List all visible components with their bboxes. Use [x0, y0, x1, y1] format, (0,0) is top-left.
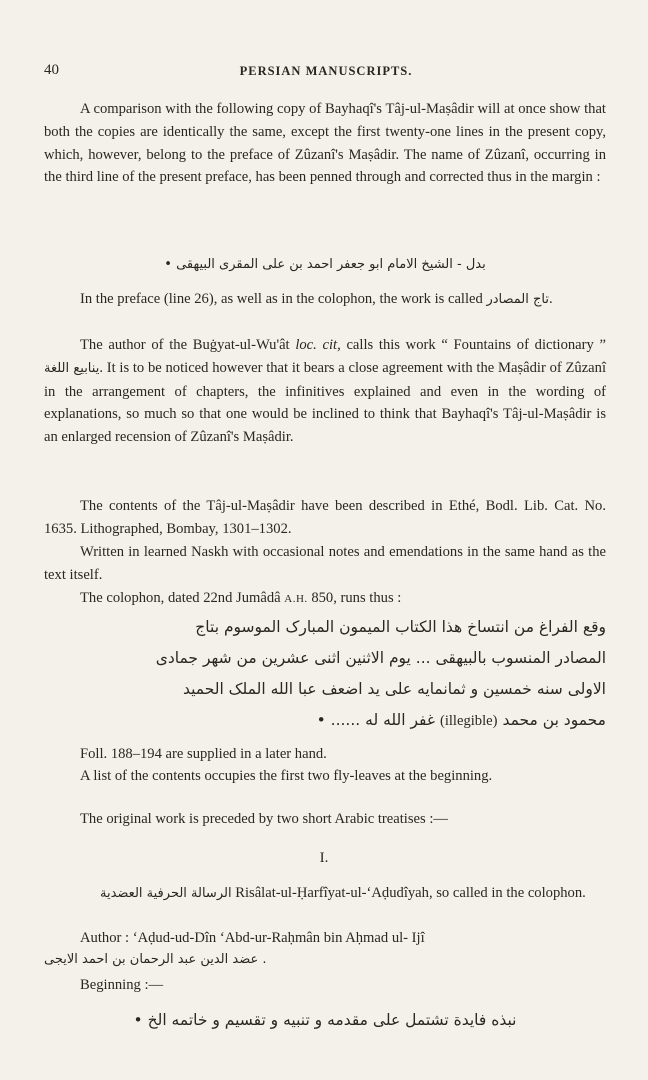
- preface-arabic-title: تاج المصادر: [486, 292, 549, 307]
- risalat-arabic-title: الرسالة الحرفية العضدية: [100, 886, 232, 901]
- colophon-intro-after: 850, runs thus :: [311, 590, 402, 606]
- bugyat-arabic: ينابيع اللغة: [44, 360, 100, 376]
- running-head: [44, 62, 608, 82]
- colophon-line-1: وقع الفراغ من انتساخ هذا الکتاب المیمون المبارک الموسوم بتاج: [195, 618, 606, 636]
- author-arabic-text: عضد الدین عبد الرحمان بن احمد الایجی: [44, 952, 259, 967]
- margin-correction: بدل - الشیخ الامام ابو جعفر احمد بن علی المقری البیهقی •: [164, 257, 486, 272]
- page-number: 40: [44, 62, 59, 78]
- section-numeral: I.: [319, 850, 329, 866]
- paragraph-comparison: A comparison with the following copy of Bayhaqî's Tâj-ul-Maṣâdir will at once show that both the copies are identically the same, except the first twenty-one lines in the present copy, which, however, belong to the preface of Zûzanî's Maṣâdir. The name of Zûzanî, occurring in the third line of the present preface, has been penned through and corrected thus in the margin :: [44, 101, 606, 186]
- colophon-line-4: محمود بن محمد (illegible) غفر الله له ...... •: [316, 711, 606, 729]
- author-label: Author :: [80, 930, 130, 946]
- paragraph-contents-list: A list of the contents occupies the first two fly-leaves at the beginning.: [80, 768, 493, 784]
- colophon-text: [44, 612, 606, 737]
- colophon-line-3: الاولی سنه خمسین و ثمانمایه علی ید اضعف عبا الله الملک الحمید: [182, 680, 606, 698]
- colophon-line-4-end: غفر الله له ......: [330, 711, 436, 729]
- preface-end: .: [548, 291, 553, 307]
- risalat-title-rest: Risâlat-ul-Ḥarfîyat-ul-‘Aḍudîyah, so called in the colophon.: [235, 885, 586, 901]
- bugyat-middle: calls this work “ Fountains of dictionary ”: [346, 337, 606, 353]
- paragraph-naskh: Written in learned Naskh with occasional notes and emendations in the same hand as the text itself.: [44, 544, 606, 583]
- beginning-arabic: نبذه فایدة تشتمل علی مقدمه و تنبیه و تقسیم و خاتمه الخ •: [133, 1011, 517, 1029]
- beginning-arabic-text: نبذه فایدة تشتمل علی مقدمه و تنبیه و تقسیم و خاتمه الخ: [147, 1011, 517, 1029]
- paragraph-contents: The contents of the Tâj-ul-Maṣâdir have been described in Ethé, Bodl. Lib. Cat. No. 1635. Lithographed, Bombay, 1301–1302.: [44, 498, 606, 537]
- margin-correction-text: بدل - الشیخ الامام ابو جعفر احمد بن علی المقری البیهقی: [176, 257, 486, 272]
- author-name: ‘Aḍud-ud-Dîn ‘Abd-ur-Raḥmân bin Aḥmad ul- Ijî: [132, 930, 425, 946]
- paragraph-treatises: The original work is preceded by two short Arabic treatises :—: [80, 811, 448, 827]
- paragraph-folios: Foll. 188–194 are supplied in a later hand.: [80, 746, 327, 762]
- running-title: PERSIAN MANUSCRIPTS.: [239, 64, 413, 78]
- paragraph-author-bugyat: [44, 334, 606, 449]
- colophon-line-4-name: محمود بن محمد: [502, 711, 606, 729]
- paragraph-preface: [44, 288, 606, 312]
- colophon-intro-before: The colophon, dated 22nd Jumâdâ: [80, 590, 281, 606]
- colophon-era: A.H.: [284, 593, 308, 605]
- bugyat-after: . It is to be noticed however that it bears a close agreement with the Maṣâdir of Zûzanî in the arrangement of chapters, the infinitives explained and even in the wording of explanations, so much so that one would be inclined to think that Bayhaqî's Tâj-ul-Maṣâdir is an enlarged recension of Zûzanî's Maṣâdir.: [44, 359, 607, 446]
- preface-text: In the preface (line 26), as well as in the colophon, the work is called: [80, 291, 483, 307]
- paragraph-author: [44, 927, 606, 950]
- loc-cit: loc. cit,: [295, 337, 341, 353]
- paragraph-colophon-intro: [44, 587, 606, 611]
- colophon-illegible: (illegible): [439, 713, 498, 729]
- paragraph-risalat: [44, 882, 606, 906]
- paragraph-beginning: Beginning :—: [80, 977, 164, 993]
- author-arabic: . عضد الدین عبد الرحمان بن احمد الایجی: [44, 952, 267, 967]
- bugyat-before: The author of the Buġyat-ul-Wu'ât: [80, 337, 290, 353]
- colophon-line-2: المصادر المنسوب بالبیهقی ... یوم الاثنین اثنی عشرین من شهر جمادی: [155, 649, 606, 667]
